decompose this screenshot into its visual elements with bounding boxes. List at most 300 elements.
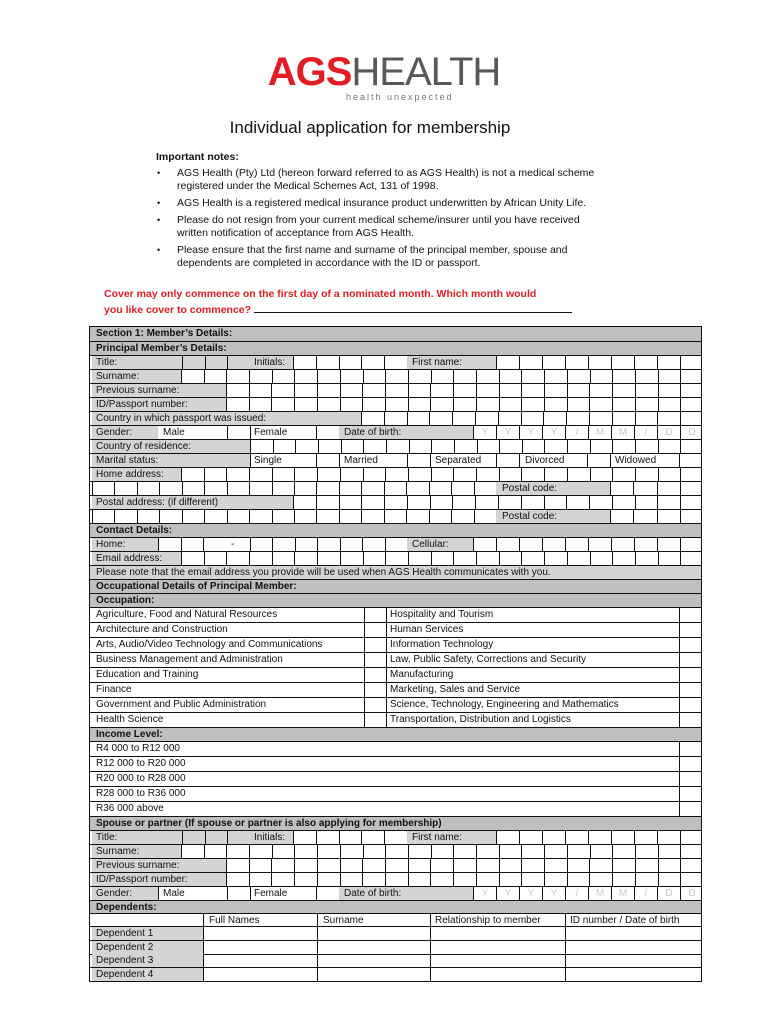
char-box[interactable]: [317, 873, 340, 886]
char-box[interactable]: [453, 859, 476, 872]
char-box[interactable]: [340, 398, 363, 411]
occupation-checkbox[interactable]: [679, 638, 703, 652]
char-box[interactable]: [680, 468, 703, 481]
char-box[interactable]: [409, 440, 432, 453]
dob-box[interactable]: Y: [473, 426, 496, 439]
char-box[interactable]: [227, 482, 249, 495]
char-box[interactable]: [226, 398, 249, 411]
char-box[interactable]: [204, 510, 226, 523]
dob-box[interactable]: Y: [496, 426, 519, 439]
char-box[interactable]: [159, 510, 181, 523]
char-box[interactable]: [250, 440, 273, 453]
char-box[interactable]: [680, 370, 703, 383]
char-box[interactable]: [544, 845, 567, 858]
occupation-checkbox[interactable]: [679, 698, 703, 712]
char-box[interactable]: [657, 831, 680, 844]
char-box[interactable]: [316, 496, 339, 509]
dob-box[interactable]: D: [680, 887, 703, 900]
char-box[interactable]: [205, 831, 228, 844]
char-box[interactable]: [590, 552, 613, 565]
char-box[interactable]: [226, 384, 249, 397]
char-box[interactable]: [567, 384, 590, 397]
char-box[interactable]: [408, 873, 431, 886]
char-box[interactable]: [453, 552, 476, 565]
char-box[interactable]: [182, 831, 205, 844]
char-box[interactable]: [272, 538, 294, 551]
char-box[interactable]: [271, 398, 294, 411]
char-box[interactable]: [680, 873, 703, 886]
char-box[interactable]: [522, 440, 545, 453]
char-box[interactable]: [657, 356, 680, 369]
char-box[interactable]: [316, 831, 339, 844]
surname-input[interactable]: [317, 968, 430, 981]
char-box[interactable]: [430, 398, 453, 411]
char-box[interactable]: [680, 384, 703, 397]
char-box[interactable]: [519, 538, 542, 551]
char-box[interactable]: [204, 552, 227, 565]
char-box[interactable]: [430, 384, 453, 397]
char-box[interactable]: [384, 412, 407, 425]
char-box[interactable]: [385, 859, 408, 872]
char-box[interactable]: [634, 831, 657, 844]
char-box[interactable]: [226, 873, 249, 886]
char-box[interactable]: [542, 831, 565, 844]
char-box[interactable]: [407, 412, 430, 425]
char-box[interactable]: [316, 482, 338, 495]
char-box[interactable]: [361, 356, 384, 369]
char-box[interactable]: [473, 538, 496, 551]
char-box[interactable]: [92, 482, 114, 495]
dob-box[interactable]: /: [634, 426, 657, 439]
char-box[interactable]: [658, 873, 681, 886]
occupation-checkbox[interactable]: [679, 668, 703, 682]
char-box[interactable]: [544, 398, 567, 411]
char-box[interactable]: [498, 496, 521, 509]
char-box[interactable]: [271, 859, 294, 872]
char-box[interactable]: [182, 510, 204, 523]
occupation-checkbox[interactable]: [364, 608, 386, 622]
char-box[interactable]: [658, 384, 681, 397]
id-input[interactable]: [565, 927, 703, 940]
char-box[interactable]: [408, 384, 431, 397]
char-box[interactable]: [567, 873, 590, 886]
char-box[interactable]: [565, 356, 588, 369]
char-box[interactable]: [385, 845, 408, 858]
char-box[interactable]: [544, 468, 567, 481]
char-box[interactable]: [249, 859, 272, 872]
char-box[interactable]: [454, 440, 477, 453]
char-box[interactable]: [453, 384, 476, 397]
char-box[interactable]: [294, 859, 317, 872]
char-box[interactable]: [317, 468, 340, 481]
char-box[interactable]: [385, 873, 408, 886]
char-box[interactable]: [680, 440, 703, 453]
char-box[interactable]: [181, 552, 204, 565]
char-box[interactable]: [226, 552, 249, 565]
char-box[interactable]: [204, 370, 227, 383]
char-box[interactable]: [521, 398, 544, 411]
char-box[interactable]: [294, 552, 317, 565]
char-box[interactable]: [362, 873, 385, 886]
full-name-input[interactable]: [203, 968, 317, 981]
char-box[interactable]: [521, 412, 544, 425]
char-box[interactable]: [544, 384, 567, 397]
char-box[interactable]: [203, 538, 226, 551]
full-name-input[interactable]: [203, 941, 317, 954]
char-box[interactable]: [181, 370, 204, 383]
id-input[interactable]: [565, 954, 703, 967]
char-box[interactable]: [476, 552, 499, 565]
occupation-checkbox[interactable]: [364, 653, 386, 667]
char-box[interactable]: [680, 859, 703, 872]
char-box[interactable]: [451, 482, 473, 495]
id-input[interactable]: [565, 968, 703, 981]
male-option[interactable]: [158, 426, 227, 439]
char-box[interactable]: [680, 398, 703, 411]
char-box[interactable]: [271, 384, 294, 397]
dob-box[interactable]: /: [565, 426, 588, 439]
income-checkbox[interactable]: [679, 757, 703, 771]
char-box[interactable]: [544, 496, 567, 509]
income-checkbox[interactable]: [679, 742, 703, 756]
char-box[interactable]: [612, 440, 635, 453]
char-box[interactable]: [362, 398, 385, 411]
char-box[interactable]: [611, 538, 634, 551]
char-box[interactable]: [543, 412, 566, 425]
char-box[interactable]: [431, 468, 454, 481]
char-box[interactable]: [612, 370, 635, 383]
char-box[interactable]: [658, 440, 681, 453]
char-box[interactable]: [429, 412, 452, 425]
dob-box[interactable]: D: [680, 426, 703, 439]
char-box[interactable]: [476, 845, 499, 858]
char-box[interactable]: [137, 510, 159, 523]
char-box[interactable]: [589, 412, 612, 425]
char-box[interactable]: [612, 845, 635, 858]
char-box[interactable]: [363, 845, 386, 858]
char-box[interactable]: [476, 468, 499, 481]
char-box[interactable]: [249, 384, 272, 397]
char-box[interactable]: [408, 398, 431, 411]
char-box[interactable]: [453, 873, 476, 886]
char-box[interactable]: [476, 873, 499, 886]
char-box[interactable]: [612, 412, 635, 425]
char-box[interactable]: [658, 468, 681, 481]
char-box[interactable]: [499, 398, 522, 411]
char-box[interactable]: [453, 370, 476, 383]
char-box[interactable]: [610, 510, 633, 523]
char-box[interactable]: [181, 538, 204, 551]
char-box[interactable]: [565, 538, 588, 551]
char-box[interactable]: [451, 510, 473, 523]
char-box[interactable]: [250, 538, 272, 551]
char-box[interactable]: [499, 859, 522, 872]
char-box[interactable]: [634, 356, 657, 369]
char-box[interactable]: [635, 370, 658, 383]
char-box[interactable]: [430, 859, 453, 872]
char-box[interactable]: [340, 538, 362, 551]
full-name-input[interactable]: [203, 927, 317, 940]
char-box[interactable]: [249, 398, 272, 411]
char-box[interactable]: [521, 384, 544, 397]
relationship-input[interactable]: [430, 968, 565, 981]
occupation-checkbox[interactable]: [364, 683, 386, 697]
char-box[interactable]: [611, 356, 634, 369]
char-box[interactable]: [612, 873, 635, 886]
char-box[interactable]: [361, 412, 384, 425]
char-box[interactable]: [635, 496, 658, 509]
char-box[interactable]: [317, 370, 340, 383]
char-box[interactable]: [293, 831, 316, 844]
char-box[interactable]: [635, 873, 658, 886]
dob-box[interactable]: /: [634, 887, 657, 900]
char-box[interactable]: [566, 496, 589, 509]
char-box[interactable]: [499, 440, 522, 453]
char-box[interactable]: [249, 370, 272, 383]
dob-box[interactable]: Y: [542, 887, 565, 900]
char-box[interactable]: [317, 538, 339, 551]
char-box[interactable]: [567, 552, 590, 565]
char-box[interactable]: [317, 384, 340, 397]
char-box[interactable]: [519, 356, 542, 369]
char-box[interactable]: [317, 845, 340, 858]
char-box[interactable]: [272, 370, 295, 383]
char-box[interactable]: [294, 370, 317, 383]
surname-input[interactable]: [317, 927, 430, 940]
char-box[interactable]: [474, 482, 496, 495]
char-box[interactable]: [589, 496, 612, 509]
char-box[interactable]: [657, 482, 680, 495]
char-box[interactable]: [317, 859, 340, 872]
char-box[interactable]: [227, 510, 249, 523]
char-box[interactable]: [340, 845, 363, 858]
occupation-checkbox[interactable]: [364, 623, 386, 637]
char-box[interactable]: [476, 370, 499, 383]
char-box[interactable]: [680, 412, 703, 425]
char-box[interactable]: [680, 482, 703, 495]
char-box[interactable]: [316, 356, 339, 369]
char-box[interactable]: [658, 552, 681, 565]
surname-input[interactable]: [317, 954, 430, 967]
char-box[interactable]: [429, 482, 451, 495]
char-box[interactable]: [385, 384, 408, 397]
char-box[interactable]: [521, 552, 544, 565]
char-box[interactable]: [249, 845, 272, 858]
char-box[interactable]: [271, 873, 294, 886]
occupation-checkbox[interactable]: [364, 638, 386, 652]
char-box[interactable]: [635, 468, 658, 481]
char-box[interactable]: [612, 859, 635, 872]
char-box[interactable]: [658, 859, 681, 872]
char-box[interactable]: [657, 496, 680, 509]
char-box[interactable]: [521, 859, 544, 872]
char-box[interactable]: [340, 873, 363, 886]
char-box[interactable]: [408, 468, 431, 481]
char-box[interactable]: [294, 468, 317, 481]
char-box[interactable]: [565, 831, 588, 844]
char-box[interactable]: [590, 440, 613, 453]
relationship-input[interactable]: [430, 941, 565, 954]
dob-box[interactable]: M: [611, 887, 634, 900]
char-box[interactable]: [521, 496, 544, 509]
char-box[interactable]: [318, 440, 341, 453]
relationship-input[interactable]: [430, 954, 565, 967]
char-box[interactable]: [205, 356, 228, 369]
char-box[interactable]: [430, 496, 453, 509]
occupation-checkbox[interactable]: [679, 653, 703, 667]
char-box[interactable]: [521, 468, 544, 481]
char-box[interactable]: [589, 873, 612, 886]
occupation-checkbox[interactable]: [364, 668, 386, 682]
char-box[interactable]: [204, 468, 227, 481]
char-box[interactable]: [544, 370, 567, 383]
char-box[interactable]: [339, 831, 362, 844]
char-box[interactable]: [658, 398, 681, 411]
char-box[interactable]: [475, 496, 498, 509]
char-box[interactable]: [227, 831, 250, 844]
occupation-checkbox[interactable]: [679, 608, 703, 622]
char-box[interactable]: [114, 510, 136, 523]
char-box[interactable]: [476, 398, 499, 411]
char-box[interactable]: [429, 510, 451, 523]
char-box[interactable]: [496, 538, 519, 551]
char-box[interactable]: [340, 859, 363, 872]
char-box[interactable]: [339, 356, 362, 369]
char-box[interactable]: [567, 440, 590, 453]
char-box[interactable]: [340, 552, 363, 565]
char-box[interactable]: [635, 384, 658, 397]
char-box[interactable]: [408, 845, 431, 858]
char-box[interactable]: [159, 482, 181, 495]
char-box[interactable]: [431, 370, 454, 383]
char-box[interactable]: [453, 398, 476, 411]
dob-box[interactable]: /: [565, 887, 588, 900]
char-box[interactable]: [114, 482, 136, 495]
char-box[interactable]: [406, 482, 428, 495]
char-box[interactable]: [590, 468, 613, 481]
char-box[interactable]: [567, 370, 590, 383]
char-box[interactable]: [361, 482, 383, 495]
char-box[interactable]: [181, 468, 204, 481]
char-box[interactable]: [407, 496, 430, 509]
char-box[interactable]: [384, 356, 407, 369]
char-box[interactable]: [452, 412, 475, 425]
dob-box[interactable]: M: [588, 426, 611, 439]
char-box[interactable]: [362, 538, 384, 551]
char-box[interactable]: [294, 845, 317, 858]
char-box[interactable]: [204, 845, 227, 858]
char-box[interactable]: [544, 859, 567, 872]
char-box[interactable]: [430, 873, 453, 886]
char-box[interactable]: [181, 845, 204, 858]
char-box[interactable]: [610, 482, 633, 495]
char-box[interactable]: [567, 845, 590, 858]
char-box[interactable]: [384, 831, 407, 844]
char-box[interactable]: [635, 859, 658, 872]
income-checkbox[interactable]: [679, 772, 703, 786]
char-box[interactable]: [384, 496, 407, 509]
char-box[interactable]: [249, 873, 272, 886]
char-box[interactable]: [567, 859, 590, 872]
dob-box[interactable]: Y: [473, 887, 496, 900]
char-box[interactable]: [361, 510, 383, 523]
char-box[interactable]: [634, 538, 657, 551]
dob-box[interactable]: Y: [496, 887, 519, 900]
char-box[interactable]: [340, 370, 363, 383]
char-box[interactable]: [226, 468, 249, 481]
char-box[interactable]: [249, 482, 271, 495]
char-box[interactable]: [521, 873, 544, 886]
char-box[interactable]: [182, 482, 204, 495]
char-box[interactable]: [542, 538, 565, 551]
char-box[interactable]: [272, 510, 294, 523]
char-box[interactable]: [158, 538, 181, 551]
char-box[interactable]: [544, 440, 567, 453]
char-box[interactable]: [590, 845, 613, 858]
char-box[interactable]: [588, 538, 611, 551]
char-box[interactable]: [431, 440, 454, 453]
char-box[interactable]: [226, 370, 249, 383]
char-box[interactable]: [635, 552, 658, 565]
char-box[interactable]: [680, 496, 703, 509]
income-checkbox[interactable]: [679, 802, 703, 816]
char-box[interactable]: [612, 384, 635, 397]
dob-box[interactable]: Y: [519, 426, 542, 439]
char-box[interactable]: [588, 356, 611, 369]
char-box[interactable]: [92, 510, 114, 523]
char-box[interactable]: [408, 859, 431, 872]
char-box[interactable]: [431, 552, 454, 565]
char-box[interactable]: [361, 496, 384, 509]
char-box[interactable]: [589, 859, 612, 872]
char-box[interactable]: [295, 538, 317, 551]
char-box[interactable]: [680, 510, 703, 523]
char-box[interactable]: [635, 412, 658, 425]
char-box[interactable]: [567, 468, 590, 481]
char-box[interactable]: [499, 845, 522, 858]
char-box[interactable]: [680, 356, 703, 369]
char-box[interactable]: [226, 845, 249, 858]
char-box[interactable]: [658, 845, 681, 858]
char-box[interactable]: [227, 356, 250, 369]
char-box[interactable]: [384, 482, 406, 495]
char-box[interactable]: [477, 440, 500, 453]
char-box[interactable]: [542, 356, 565, 369]
char-box[interactable]: [341, 440, 364, 453]
id-input[interactable]: [565, 941, 703, 954]
char-box[interactable]: [294, 482, 316, 495]
char-box[interactable]: [635, 440, 658, 453]
char-box[interactable]: [499, 370, 522, 383]
char-box[interactable]: [680, 538, 703, 551]
char-box[interactable]: [362, 859, 385, 872]
income-checkbox[interactable]: [679, 787, 703, 801]
char-box[interactable]: [272, 552, 295, 565]
char-box[interactable]: [452, 496, 475, 509]
dob-box[interactable]: D: [657, 426, 680, 439]
relationship-input[interactable]: [430, 927, 565, 940]
char-box[interactable]: [137, 482, 159, 495]
char-box[interactable]: [635, 398, 658, 411]
char-box[interactable]: [680, 831, 703, 844]
char-box[interactable]: [635, 845, 658, 858]
char-box[interactable]: [385, 468, 408, 481]
char-box[interactable]: [612, 468, 635, 481]
char-box[interactable]: [361, 831, 384, 844]
char-box[interactable]: [339, 510, 361, 523]
char-box[interactable]: [385, 398, 408, 411]
char-box[interactable]: [294, 510, 316, 523]
